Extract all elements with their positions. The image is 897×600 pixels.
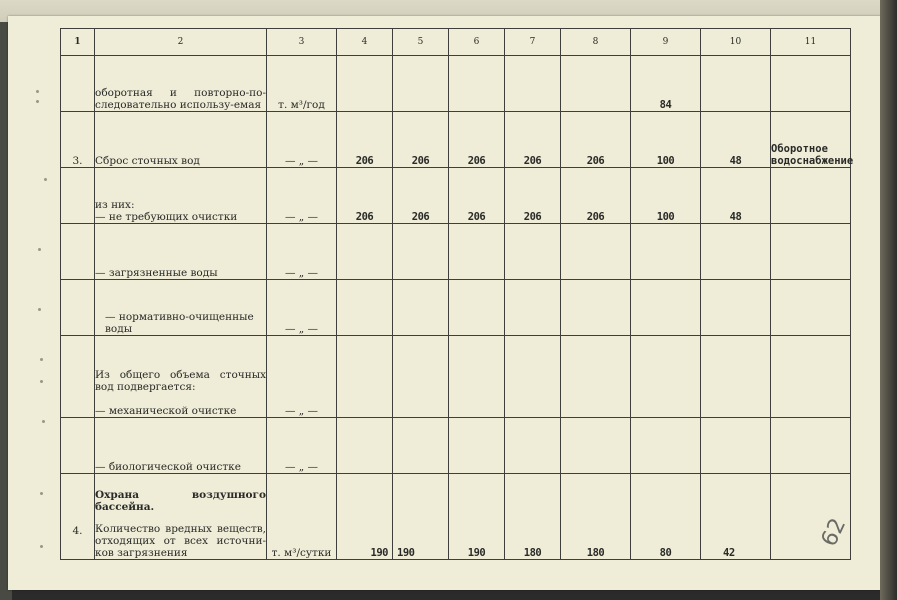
row-number xyxy=(61,280,95,336)
value-cell: 100 xyxy=(631,168,701,224)
note-line: Оборотное xyxy=(771,143,828,155)
row-unit: — „ — xyxy=(267,280,337,336)
note-line: водоснабжение xyxy=(771,155,854,167)
value-cell xyxy=(337,56,393,112)
header-cell: 5 xyxy=(393,29,449,56)
value-cell: 180 xyxy=(561,474,631,560)
value-cell xyxy=(393,336,449,418)
value-cell: 206 xyxy=(561,112,631,168)
punch-hole xyxy=(44,178,47,181)
note-cell xyxy=(771,112,854,168)
header-cell: 7 xyxy=(505,29,561,56)
value-cell xyxy=(701,56,771,112)
table-row xyxy=(61,168,851,224)
value-cell: 206 xyxy=(337,168,393,224)
row-description-text: Из общего объема сточных вод подвергается: — механической очистке xyxy=(95,369,266,417)
value-cell xyxy=(337,224,393,280)
header-row xyxy=(61,29,851,56)
row-number xyxy=(61,336,95,418)
value-cell xyxy=(505,418,561,474)
row-unit: — „ — xyxy=(267,418,337,474)
row-description xyxy=(95,336,267,418)
value-cell: 84 xyxy=(631,56,701,112)
handwritten-page-number: 62 xyxy=(816,514,852,551)
value-cell xyxy=(505,280,561,336)
header-cell: 8 xyxy=(561,29,631,56)
value-cell: 206 xyxy=(337,112,393,168)
row-description: — биологической очистке xyxy=(95,418,267,474)
value-cell xyxy=(701,224,771,280)
value-cell xyxy=(337,280,393,336)
table-row xyxy=(61,336,851,418)
value-cell xyxy=(449,280,505,336)
row-number: 3. xyxy=(61,112,95,168)
value-cell: 206 xyxy=(505,112,561,168)
row-unit: — „ — xyxy=(267,112,337,168)
row-description: — нормативно-очищенные воды xyxy=(95,280,267,336)
row-number xyxy=(61,56,95,112)
value-cell xyxy=(449,418,505,474)
value-cell: 206 xyxy=(449,168,505,224)
value-cell xyxy=(561,336,631,418)
value-cell xyxy=(561,418,631,474)
value-cell: 80 xyxy=(631,474,701,560)
value-cell: 206 xyxy=(393,112,449,168)
value-cell: 206 xyxy=(561,168,631,224)
value-cell: 48 xyxy=(701,168,771,224)
punch-hole xyxy=(42,420,45,423)
value-cell: 190 xyxy=(449,474,505,560)
value-cell xyxy=(393,224,449,280)
table-row xyxy=(61,224,851,280)
value-cell xyxy=(631,336,701,418)
punch-hole xyxy=(40,380,43,383)
punch-hole xyxy=(40,358,43,361)
header-cell: 11 xyxy=(771,29,851,56)
row-unit: — „ — xyxy=(267,168,337,224)
header-cell: 9 xyxy=(631,29,701,56)
note-cell xyxy=(771,336,851,418)
value-cell xyxy=(449,336,505,418)
row-number xyxy=(61,168,95,224)
row-description: оборотная и повторно-по-следовательно использу-емая xyxy=(95,56,267,112)
value-cell xyxy=(631,418,701,474)
table-row xyxy=(61,474,851,560)
value-cell xyxy=(505,336,561,418)
value-cell: 48 xyxy=(701,112,771,168)
note-cell xyxy=(771,56,851,112)
punch-hole xyxy=(40,492,43,495)
row-unit: т. м³/сутки xyxy=(267,474,337,560)
header-cell: 2 xyxy=(95,29,267,56)
header-cell: 10 xyxy=(701,29,771,56)
value-cell xyxy=(561,280,631,336)
value-cell: 42 xyxy=(701,474,771,560)
value-cell: 190 xyxy=(337,474,393,560)
table-row xyxy=(61,418,851,474)
note-cell xyxy=(771,280,851,336)
table-row xyxy=(61,56,851,112)
header-cell: 4 xyxy=(337,29,393,56)
header-cell: 1 xyxy=(61,29,95,56)
value-cell xyxy=(505,224,561,280)
note-cell xyxy=(771,168,851,224)
value-cell xyxy=(337,336,393,418)
header-cell: 6 xyxy=(449,29,505,56)
value-cell xyxy=(393,56,449,112)
value-cell xyxy=(449,224,505,280)
value-cell xyxy=(449,56,505,112)
data-table xyxy=(60,28,854,560)
value-cell xyxy=(505,56,561,112)
row-description-text: из них: — не требующих очистки xyxy=(95,199,238,223)
punch-hole xyxy=(36,100,39,103)
note-cell xyxy=(771,418,851,474)
section-title: Охрана воздушного бассейна. xyxy=(95,489,266,513)
value-cell xyxy=(393,280,449,336)
value-cell xyxy=(337,418,393,474)
row-description: — загрязненные воды xyxy=(95,224,267,280)
punch-hole xyxy=(38,308,41,311)
row-number xyxy=(61,418,95,474)
row-number: 4. xyxy=(61,474,95,560)
note-cell xyxy=(771,224,851,280)
value-cell xyxy=(561,224,631,280)
punch-hole xyxy=(38,248,41,251)
punch-hole xyxy=(36,90,39,93)
row-unit: — „ — xyxy=(267,224,337,280)
value-cell: 206 xyxy=(505,168,561,224)
value-cell: 206 xyxy=(449,112,505,168)
value-cell xyxy=(701,336,771,418)
value-cell: 206 xyxy=(393,168,449,224)
value-cell xyxy=(561,56,631,112)
table-row xyxy=(61,280,851,336)
row-number xyxy=(61,224,95,280)
value-cell xyxy=(701,418,771,474)
table-row xyxy=(61,112,851,168)
row-unit: т. м³/год xyxy=(267,56,337,112)
row-description xyxy=(95,168,267,224)
value-cell: 190 xyxy=(393,474,449,560)
value-cell: 100 xyxy=(631,112,701,168)
value-cell: 180 xyxy=(505,474,561,560)
value-cell xyxy=(631,224,701,280)
value-cell xyxy=(393,418,449,474)
note-text xyxy=(771,143,854,167)
row-description-text: Количество вредных веществ, отходящих от всех источни-ков загрязнения xyxy=(95,523,266,559)
row-description xyxy=(95,474,267,560)
header-cell: 3 xyxy=(267,29,337,56)
row-description: Сброс сточных вод xyxy=(95,112,267,168)
punch-hole xyxy=(40,545,43,548)
value-cell xyxy=(631,280,701,336)
binder-edge xyxy=(880,0,897,600)
value-cell xyxy=(701,280,771,336)
row-unit: — „ — xyxy=(267,336,337,418)
